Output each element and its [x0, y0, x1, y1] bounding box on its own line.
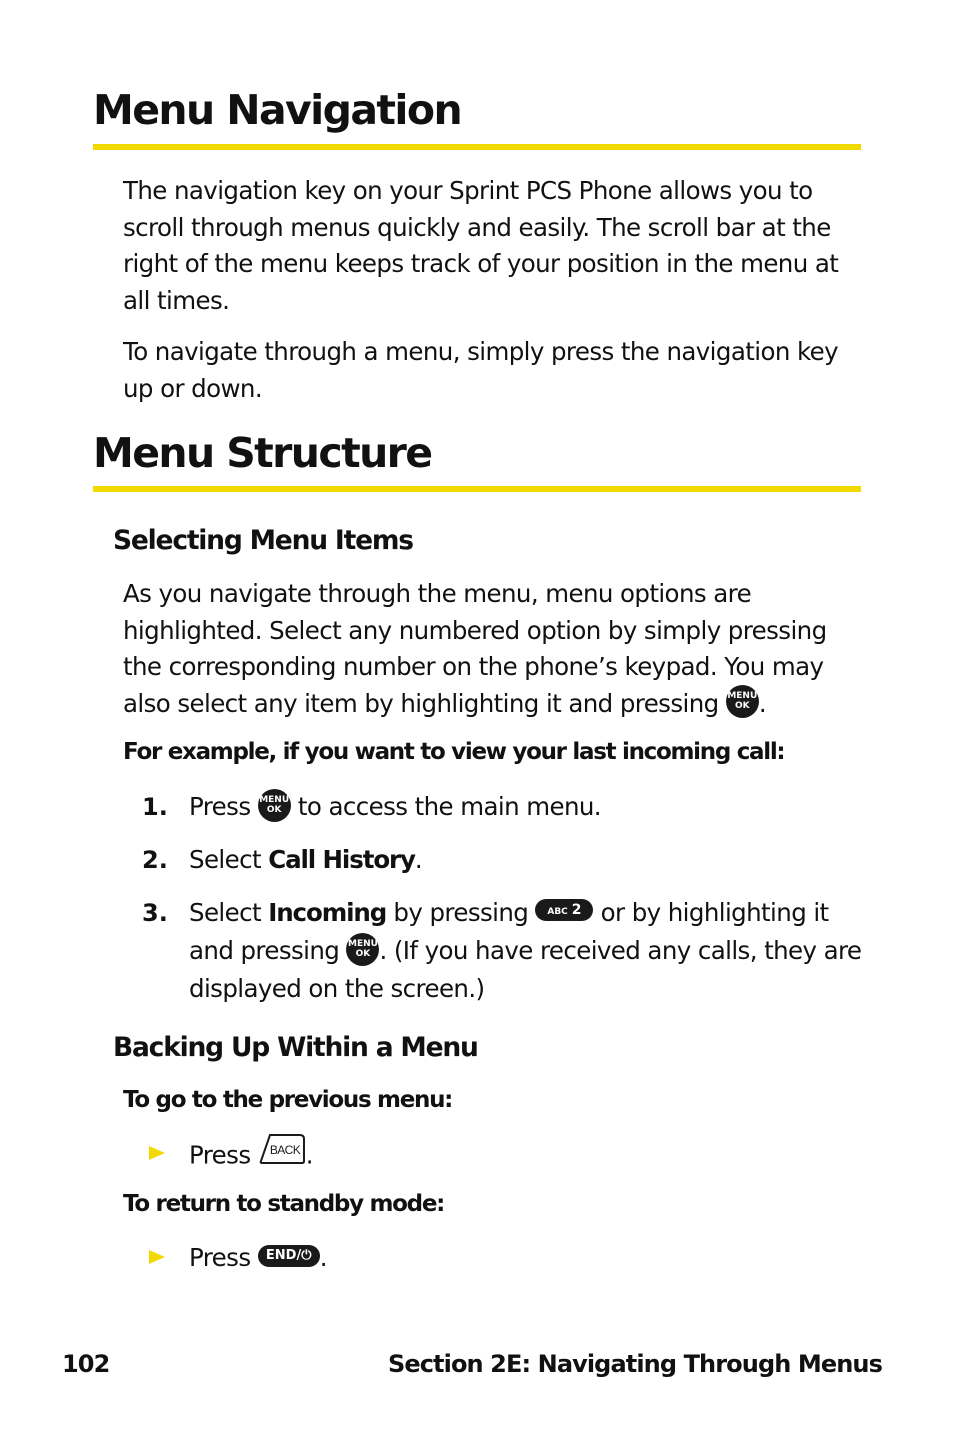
standby-mode-action: Press END/⏻ . [189, 1243, 327, 1272]
step-number: 1. [142, 793, 168, 821]
menu-item-call-history: Call History [268, 845, 415, 874]
menu-ok-key-icon: MENU OK [726, 685, 759, 718]
abc-2-key-icon: ABC 2 [535, 899, 593, 921]
period: . [758, 688, 767, 718]
navigation-intro [123, 173, 853, 407]
back-key-icon [258, 1133, 306, 1176]
menu-item-incoming: Incoming [268, 898, 387, 927]
title-rule [93, 486, 861, 492]
svg-text:BACK: BACK [269, 1143, 300, 1157]
step-1: Press MENU OK to access the main menu. [189, 788, 869, 826]
standby-mode-lead: To return to standby mode: [123, 1191, 445, 1217]
example-lead: For example, if you want to view your last incoming call: [123, 739, 785, 765]
triangle-right-icon [148, 1144, 166, 1165]
selecting-text [123, 576, 853, 722]
step-number: 2. [142, 846, 168, 874]
selecting-text-body: As you navigate through the menu, menu options are highlighted. Select any numbered option by simply pressing the corresponding number on the phone’s keypad. You may also select any item by highlighting it and pressing [123, 579, 827, 718]
title-rule [93, 144, 861, 150]
triangle-right-icon [148, 1248, 166, 1269]
step-number: 3. [142, 899, 168, 927]
footer-section-title: Section 2E: Navigating Through Menus [387, 1350, 882, 1378]
page-number: 102 [62, 1350, 110, 1378]
section-title-menu-navigation: Menu Navigation [93, 86, 462, 134]
step-2: Select Call History. [189, 845, 423, 874]
section-title-menu-structure: Menu Structure [93, 429, 432, 477]
menu-ok-key-icon: MENU OK [346, 933, 379, 966]
heading-backing-up: Backing Up Within a Menu [113, 1032, 478, 1063]
navigation-paragraph-2: To navigate through a menu, simply press the navigation key up or down. [123, 337, 839, 403]
navigation-paragraph-1: The navigation key on your Sprint PCS Phone allows you to scroll through menus quickly and easily. The scroll bar at the right of the menu keeps track of your position in the menu at all times. [123, 176, 839, 315]
previous-menu-lead: To go to the previous menu: [123, 1087, 453, 1113]
previous-menu-action: Press BACK . [189, 1135, 869, 1178]
end-power-key-icon: END/⏻ [258, 1245, 320, 1267]
heading-selecting-menu-items: Selecting Menu Items [113, 525, 413, 556]
menu-ok-key-icon: MENU OK [258, 789, 291, 822]
step-3: Select Incoming by pressing ABC 2 or by highlighting it and pressing MENU OK . (If you have received any calls, they are displayed on the screen.) [189, 898, 862, 1003]
selecting-paragraph [123, 576, 853, 722]
